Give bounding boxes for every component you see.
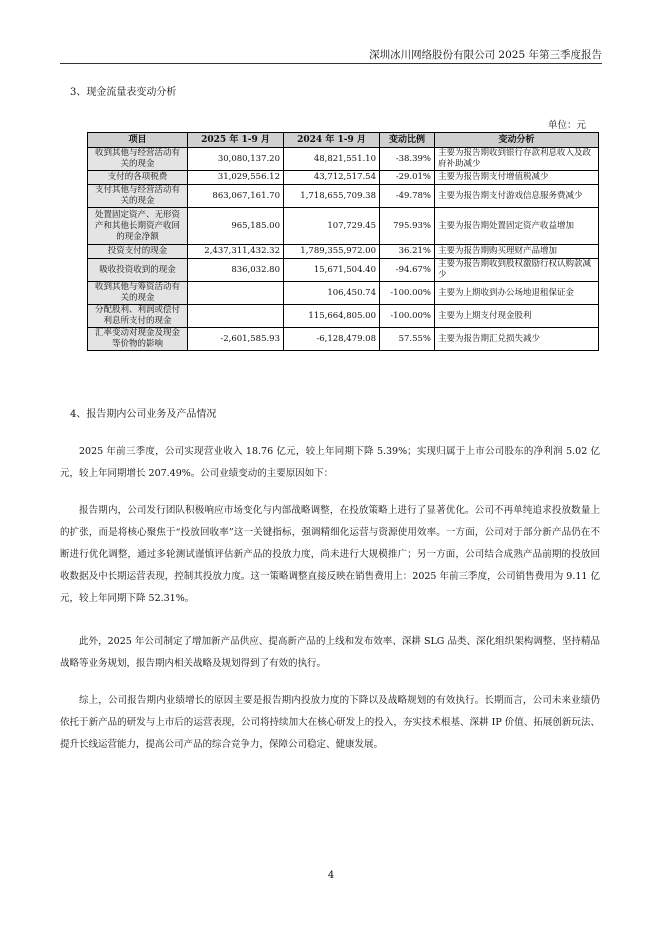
table-row (88, 148, 599, 171)
row-value-2024: 1,718,655,709.38 (284, 185, 380, 208)
row-value-2025: 863,067,161.70 (188, 185, 284, 208)
row-value-2024: 107,729.45 (284, 208, 380, 245)
table-header-row (88, 133, 599, 148)
row-item: 汇率变动对现金及现金等价物的影响 (88, 328, 188, 351)
row-analysis: 主要为报告期汇兑损失减少 (435, 328, 599, 351)
row-change: 36.21% (380, 245, 435, 259)
row-value-2025 (188, 305, 284, 328)
page-header: 深圳冰川网络股份有限公司 2025 年第三季度报告 (369, 49, 602, 61)
row-change: -100.00% (380, 282, 435, 305)
unit-label: 单位：元 (547, 120, 586, 131)
row-change: 795.93% (380, 208, 435, 245)
row-item: 吸收投资收到的现金 (88, 259, 188, 282)
row-value-2025: 30,080,137.20 (188, 148, 284, 171)
row-value-2024: 106,450.74 (284, 282, 380, 305)
row-analysis: 主要为报告期收到股权激励行权认购款减少 (435, 259, 599, 282)
table-row (88, 305, 599, 328)
row-analysis: 主要为报告期支付增值税减少 (435, 171, 599, 185)
row-value-2024: 1,789,355,972.00 (284, 245, 380, 259)
paragraph-conclusion: 综上，公司报告期内业绩增长的原因主要是报告期内投放力度的下降以及战略规划的有效执行。长期而言，公司未来业绩仍依托于新产品的研发与上市后的运营表现，公司将持续加大在核心研发上的投入，夯实技术根基、深耕 IP 价值、拓展创新玩法、提升长线运营能力，提高公司产品的综合竞争力，保障公司稳定、健康发展。 (60, 695, 600, 750)
paragraph-strategy: 报告期内，公司发行团队积极响应市场变化与内部战略调整，在投放策略上进行了显著优化。公司不再单纯追求投放数量上的扩张，而是将核心聚焦于“投放回收率”这一关键指标，强调精细化运营与资源使用效率。一方面，公司对于部分新产品仍在不断进行优化调整，通过多轮测试谨慎评估新产品的投放力度，尚未进行大规模推广；另一方面，公司结合成熟产品前期的投放回收数据及中长期运营表现，控制其投放力度。这一策略调整直接反映在销售费用上：2025 年前三季度，公司销售费用为 9.11 亿元，较上年同期下降 52.31%。 (60, 505, 600, 604)
row-item: 处置固定资产、无形资产和其他长期资产收回的现金净额 (88, 208, 188, 245)
row-value-2025: 965,185.00 (188, 208, 284, 245)
row-item: 收到其他与筹资活动有关的现金 (88, 282, 188, 305)
row-analysis: 主要为报告期支付游戏信息服务费减少 (435, 185, 599, 208)
row-value-2025 (188, 282, 284, 305)
table-row (88, 208, 599, 245)
row-analysis: 主要为上期支付现金股利 (435, 305, 599, 328)
row-value-2024: -6,128,479.08 (284, 328, 380, 351)
row-value-2025: 2,437,311,432.32 (188, 245, 284, 259)
table-row (88, 282, 599, 305)
row-item: 投资支付的现金 (88, 245, 188, 259)
row-value-2025: 836,032.80 (188, 259, 284, 282)
row-change: -29.01% (380, 171, 435, 185)
section-3-title: 3、现金流量表变动分析 (70, 87, 177, 98)
row-analysis: 主要为报告期购买理财产品增加 (435, 245, 599, 259)
row-change: -38.39% (380, 148, 435, 171)
row-analysis: 主要为报告期处置固定资产收益增加 (435, 208, 599, 245)
paragraph-summary: 2025 年前三季度，公司实现营业收入 18.76 亿元，较上年同期下降 5.39%；实现归属于上市公司股东的净利润 5.02 亿元，较上年同期增长 207.49%。公司业绩变动的主要原因如下： (60, 446, 600, 479)
row-analysis: 主要为上期收到办公场地退租保证金 (435, 282, 599, 305)
row-item: 支付的各项税费 (88, 171, 188, 185)
row-change: -49.78% (380, 185, 435, 208)
row-value-2024: 43,712,517.54 (284, 171, 380, 185)
paragraph-plans: 此外，2025 年公司制定了增加新产品供应、提高新产品的上线和发布效率、深耕 SLG 品类、深化组织架构调整、坚持精品战略等业务规划，报告期内相关战略及规划得到了有效的执行。 (60, 636, 600, 669)
col-header-2025: 2025 年 1-9 月 (188, 133, 284, 148)
row-change: 57.55% (380, 328, 435, 351)
row-value-2024: 48,821,551.10 (284, 148, 380, 171)
row-change: -100.00% (380, 305, 435, 328)
row-value-2025: 31,029,556.12 (188, 171, 284, 185)
table-row (88, 171, 599, 185)
row-item: 收到其他与经营活动有关的现金 (88, 148, 188, 171)
table-row (88, 245, 599, 259)
row-item: 分配股利、利润或偿付利息所支付的现金 (88, 305, 188, 328)
table-row (88, 259, 599, 282)
row-change: -94.67% (380, 259, 435, 282)
row-item: 支付其他与经营活动有关的现金 (88, 185, 188, 208)
page-number: 4 (327, 870, 335, 881)
col-header-item: 项目 (88, 133, 188, 148)
col-header-change: 变动比例 (380, 133, 435, 148)
row-value-2025: -2,601,585.93 (188, 328, 284, 351)
row-analysis: 主要为报告期收到银行存款利息收入及政府补助减少 (435, 148, 599, 171)
section-4-title: 4、报告期内公司业务及产品情况 (70, 409, 217, 420)
table-row (88, 328, 599, 351)
cash-flow-table (87, 132, 599, 351)
row-value-2024: 15,671,504.40 (284, 259, 380, 282)
row-value-2024: 115,664,805.00 (284, 305, 380, 328)
table-row (88, 185, 599, 208)
col-header-analysis: 变动分析 (435, 133, 599, 148)
col-header-2024: 2024 年 1-9 月 (284, 133, 380, 148)
header-divider (60, 63, 602, 64)
